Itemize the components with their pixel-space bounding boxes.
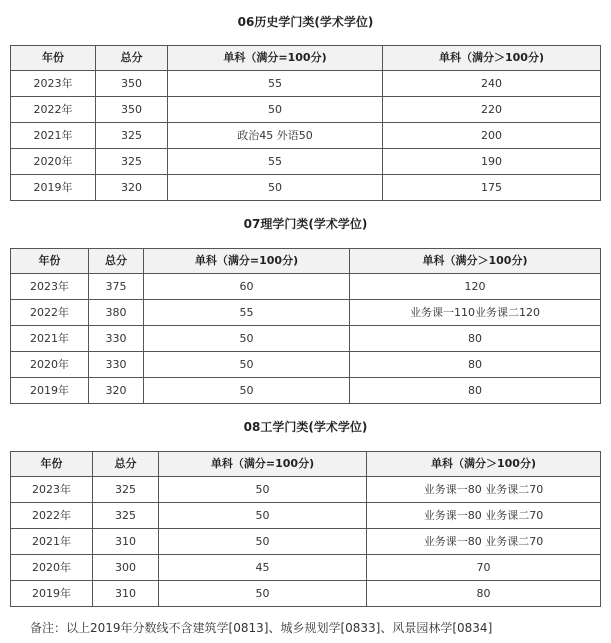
section-title-science: 07理学门类(学术学位) — [243, 217, 368, 231]
cell-single-over-100: 80 — [350, 352, 601, 378]
cell-total: 330 — [89, 352, 144, 378]
cell-single-over-100: 80 — [350, 378, 601, 404]
cell-total: 350 — [96, 71, 168, 97]
cell-single-over-100: 业务课一110业务课二120 — [350, 300, 601, 326]
header-total: 总分 — [96, 46, 168, 71]
cell-year: 2021年 — [11, 529, 93, 555]
cell-total: 325 — [96, 149, 168, 175]
cell-single-over-100: 220 — [383, 97, 601, 123]
cell-total: 325 — [93, 503, 159, 529]
cell-year: 2023年 — [11, 274, 89, 300]
cell-single-100: 50 — [159, 503, 367, 529]
cell-year: 2021年 — [11, 123, 96, 149]
table-row — [11, 555, 601, 581]
table-row — [11, 378, 601, 404]
cell-total: 380 — [89, 300, 144, 326]
cell-single-over-100: 70 — [367, 555, 601, 581]
table-row — [11, 326, 601, 352]
cell-year: 2023年 — [11, 477, 93, 503]
cell-single-over-100: 200 — [383, 123, 601, 149]
header-year: 年份 — [11, 46, 96, 71]
section-title-history: 06历史学门类(学术学位) — [237, 15, 374, 29]
cell-year: 2020年 — [11, 352, 89, 378]
table-row — [11, 477, 601, 503]
cell-single-100: 50 — [144, 378, 350, 404]
table-row — [11, 300, 601, 326]
table-row — [11, 274, 601, 300]
header-single-100: 单科（满分=100分) — [159, 452, 367, 477]
score-table-science — [10, 248, 601, 404]
cell-total: 375 — [89, 274, 144, 300]
cell-single-over-100: 120 — [350, 274, 601, 300]
cell-year: 2019年 — [11, 175, 96, 201]
header-single-over-100: 单科（满分＞100分) — [350, 249, 601, 274]
table-row — [11, 97, 601, 123]
table-row — [11, 149, 601, 175]
cell-single-100: 60 — [144, 274, 350, 300]
table-row — [11, 175, 601, 201]
cell-total: 350 — [96, 97, 168, 123]
cell-single-100: 50 — [168, 175, 383, 201]
cell-single-100: 45 — [159, 555, 367, 581]
table-header-row — [11, 46, 601, 71]
cell-year: 2020年 — [11, 555, 93, 581]
cell-single-100: 50 — [159, 581, 367, 607]
header-single-over-100: 单科（满分＞100分) — [383, 46, 601, 71]
cell-single-100: 55 — [144, 300, 350, 326]
cell-single-100: 50 — [144, 352, 350, 378]
table-header-row — [11, 452, 601, 477]
cell-total: 330 — [89, 326, 144, 352]
footnote: 备注：以上2019年分数线不含建筑学[0813]、城乡规划学[0833]、风景园林学[0834] — [30, 621, 493, 635]
cell-year: 2020年 — [11, 149, 96, 175]
cell-year: 2021年 — [11, 326, 89, 352]
cell-single-100: 55 — [168, 71, 383, 97]
cell-total: 310 — [93, 529, 159, 555]
header-total: 总分 — [89, 249, 144, 274]
score-table-history — [10, 45, 601, 201]
table-row — [11, 352, 601, 378]
cell-single-over-100: 190 — [383, 149, 601, 175]
cell-single-over-100: 80 — [350, 326, 601, 352]
score-table-engineering — [10, 451, 601, 607]
table-row — [11, 71, 601, 97]
header-single-100: 单科（满分=100分) — [168, 46, 383, 71]
header-single-100: 单科（满分=100分) — [144, 249, 350, 274]
cell-single-over-100: 80 — [367, 581, 601, 607]
header-year: 年份 — [11, 452, 93, 477]
table-row — [11, 503, 601, 529]
cell-single-over-100: 240 — [383, 71, 601, 97]
cell-year: 2022年 — [11, 300, 89, 326]
cell-year: 2023年 — [11, 71, 96, 97]
cell-single-100: 50 — [144, 326, 350, 352]
table-row — [11, 581, 601, 607]
cell-single-over-100: 175 — [383, 175, 601, 201]
cell-total: 325 — [96, 123, 168, 149]
table-row — [11, 529, 601, 555]
cell-total: 300 — [93, 555, 159, 581]
cell-single-100: 50 — [168, 97, 383, 123]
section-title-engineering: 08工学门类(学术学位) — [243, 420, 368, 434]
cell-year: 2019年 — [11, 378, 89, 404]
cell-single-100: 55 — [168, 149, 383, 175]
cell-year: 2022年 — [11, 97, 96, 123]
cell-total: 325 — [93, 477, 159, 503]
header-single-over-100: 单科（满分＞100分) — [367, 452, 601, 477]
table-row — [11, 123, 601, 149]
table-header-row — [11, 249, 601, 274]
cell-year: 2019年 — [11, 581, 93, 607]
cell-single-over-100: 业务课一80 业务课二70 — [367, 477, 601, 503]
cell-single-100: 50 — [159, 477, 367, 503]
cell-year: 2022年 — [11, 503, 93, 529]
cell-single-100: 政治45 外语50 — [168, 123, 383, 149]
cell-total: 310 — [93, 581, 159, 607]
cell-single-100: 50 — [159, 529, 367, 555]
cell-total: 320 — [89, 378, 144, 404]
cell-single-over-100: 业务课一80 业务课二70 — [367, 503, 601, 529]
cell-total: 320 — [96, 175, 168, 201]
header-total: 总分 — [93, 452, 159, 477]
header-year: 年份 — [11, 249, 89, 274]
cell-single-over-100: 业务课一80 业务课二70 — [367, 529, 601, 555]
